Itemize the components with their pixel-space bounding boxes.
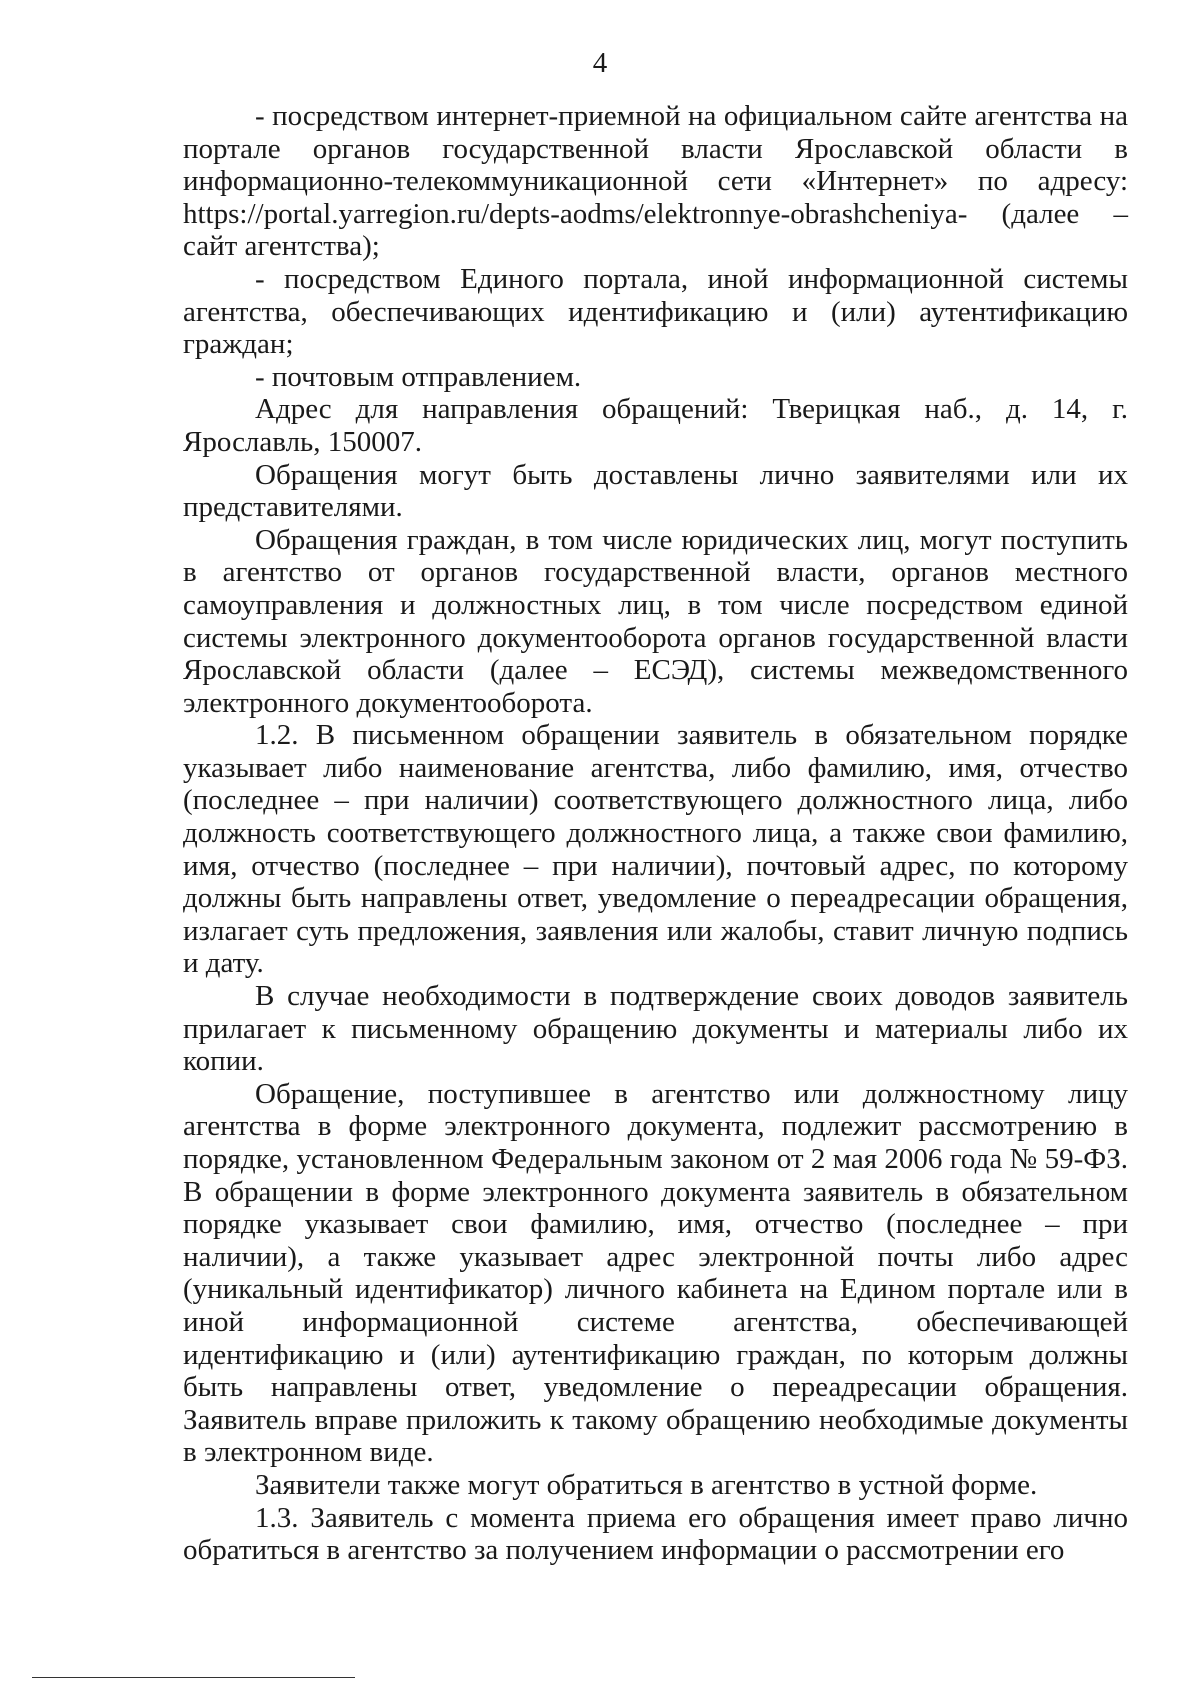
paragraph-personal-delivery: Обращения могут быть доставлены лично заявителями или их представителями.: [183, 458, 1128, 524]
document-body: [183, 100, 1128, 1567]
paragraph-legal-entities: Обращения граждан, в том числе юридических лиц, могут поступить в агентство от органов государственной власти, органов местного самоуправления и должностных лиц, в том числе посредством единой системы электронного документооборота органов государственной власти Ярославской области (далее – ЕСЭД), системы межведомственного электронного документооборота.: [183, 523, 1128, 719]
paragraph-supporting-documents: В случае необходимости в подтверждение своих доводов заявитель прилагает к письменному обращению документы и материалы либо их копии.: [183, 980, 1128, 1078]
footer-divider: [32, 1677, 355, 1678]
paragraph-unified-portal: - посредством Единого портала, иной информационной системы агентства, обеспечивающих идентификацию и (или) аутентификацию граждан;: [183, 262, 1128, 361]
paragraph-internet-reception: - посредством интернет-приемной на официальном сайте агентства на портале органов государственной власти Ярославской области в информационно-телекоммуникационной сети «Интернет» по адресу: https://portal.yarregion.ru/depts-aodms/elektronnye-obrashcheniya- (далее – сайт агентства);: [183, 100, 1128, 263]
paragraph-electronic-appeal: Обращение, поступившее в агентство или должностному лицу агентства в форме электронного документа, подлежит рассмотрению в порядке, установленном Федеральным законом от 2 мая 2006 года № 59-ФЗ. В обращении в форме электронного документа заявитель в обязательном порядке указывает свои фамилию, имя, отчество (последнее – при наличии), а также указывает адрес электронной почты либо адрес (уникальный идентификатор) личного кабинета на Едином портале или в иной информационной системе агентства, обеспечивающей идентификацию и (или) аутентификацию граждан, по которым должны быть направлены ответ, уведомление о переадресации обращения. Заявитель вправе приложить к такому обращению необходимые документы в электронном виде.: [183, 1077, 1128, 1469]
paragraph-oral-appeal: Заявители также могут обратиться в агентство в устной форме.: [255, 1468, 1038, 1501]
paragraph-1-2-written-appeal: 1.2. В письменном обращении заявитель в обязательном порядке указывает либо наименование агентства, либо фамилию, имя, отчество (последнее – при наличии) соответствующего должностного лица, либо должность соответствующего должностного лица, а также свои фамилию, имя, отчество (последнее – при наличии), почтовый адрес, по которому должны быть направлены ответ, уведомление о переадресации обращения, излагает суть предложения, заявления или жалобы, ставит личную подпись и дату.: [183, 719, 1128, 980]
paragraph-address: Адрес для направления обращений: Тверицкая наб., д. 14, г. Ярославль, 150007.: [183, 393, 1128, 458]
paragraph-1-3-right-to-information: 1.3. Заявитель с момента приема его обращения имеет право лично обратиться в агентство за получением информации о рассмотрении его: [183, 1501, 1128, 1567]
paragraph-postal: - почтовым отправлением.: [255, 360, 582, 393]
page-number: 4: [592, 47, 608, 79]
